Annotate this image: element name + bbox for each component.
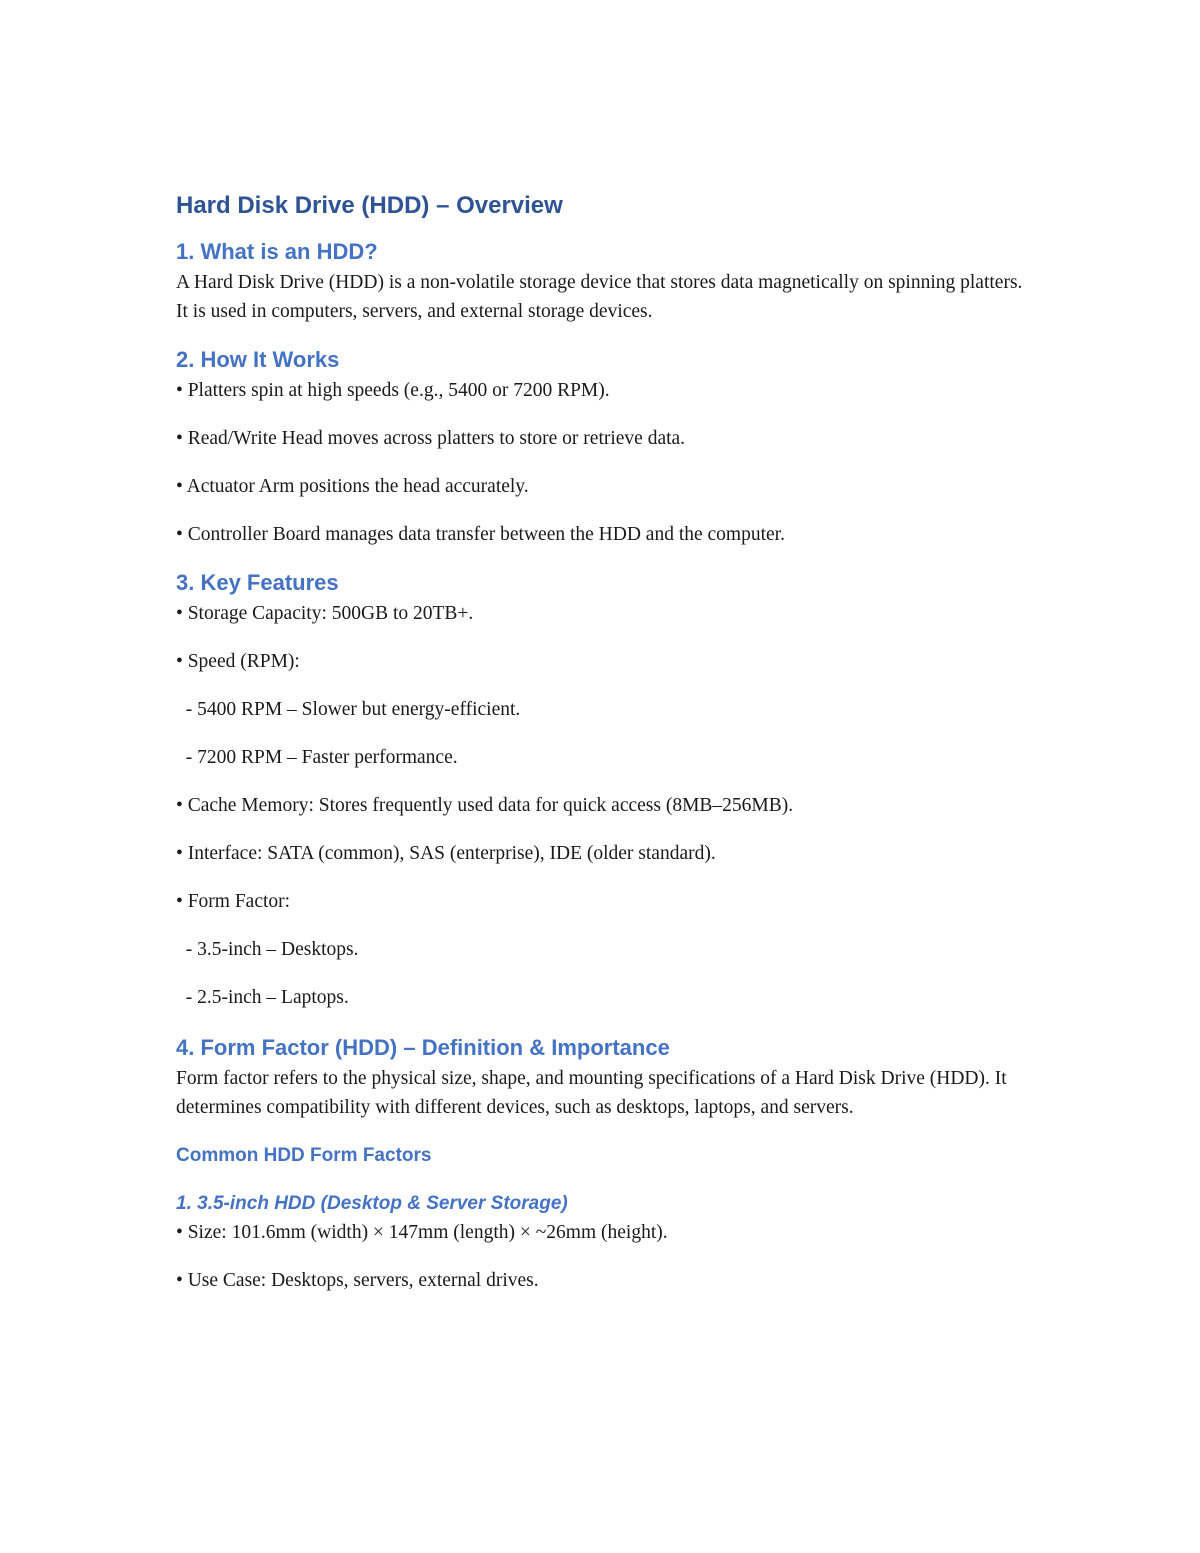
list-item: - 3.5-inch – Desktops. — [176, 939, 359, 960]
list-item: • Storage Capacity: 500GB to 20TB+. — [176, 603, 474, 624]
list-item: • Controller Board manages data transfer between the HDD and the computer. — [176, 524, 785, 545]
section-body-form-factor: Form factor refers to the physical size, shape, and mounting specifications of a Hard Disk Drive (HDD). It determines compatibility with different devices, such as desktops, laptops, and servers. — [176, 1068, 1007, 1118]
subheading-common-form-factors: Common HDD Form Factors — [176, 1145, 432, 1166]
section-body-what-is-hdd: A Hard Disk Drive (HDD) is a non-volatile storage device that stores data magnetically on spinning platters. It is used in computers, servers, and external storage devices. — [176, 272, 1023, 322]
section-heading-what-is-hdd: 1. What is an HDD? — [176, 239, 378, 264]
section-heading-key-features: 3. Key Features — [176, 570, 339, 595]
list-item: - 7200 RPM – Faster performance. — [176, 747, 458, 768]
list-item: • Cache Memory: Stores frequently used data for quick access (8MB–256MB). — [176, 795, 794, 816]
list-item: • Read/Write Head moves across platters to store or retrieve data. — [176, 428, 686, 449]
section-heading-how-it-works: 2. How It Works — [176, 347, 340, 372]
list-item: • Platters spin at high speeds (e.g., 5400 or 7200 RPM). — [176, 380, 610, 401]
list-item: • Actuator Arm positions the head accurately. — [176, 476, 529, 497]
list-item: • Speed (RPM): — [176, 651, 300, 672]
document-content — [176, 190, 1026, 1295]
subheading-3-5-inch-hdd: 1. 3.5-inch HDD (Desktop & Server Storage) — [176, 1193, 568, 1214]
list-item: • Form Factor: — [176, 891, 291, 912]
list-item: • Size: 101.6mm (width) × 147mm (length) × ~26mm (height). — [176, 1222, 668, 1243]
list-item: • Use Case: Desktops, servers, external drives. — [176, 1270, 539, 1291]
list-item: - 5400 RPM – Slower but energy-efficient. — [176, 699, 521, 720]
list-item: - 2.5-inch – Laptops. — [176, 987, 349, 1008]
list-item: • Interface: SATA (common), SAS (enterprise), IDE (older standard). — [176, 843, 716, 864]
document-title: Hard Disk Drive (HDD) – Overview — [176, 192, 563, 219]
section-heading-form-factor: 4. Form Factor (HDD) – Definition & Importance — [176, 1035, 670, 1060]
